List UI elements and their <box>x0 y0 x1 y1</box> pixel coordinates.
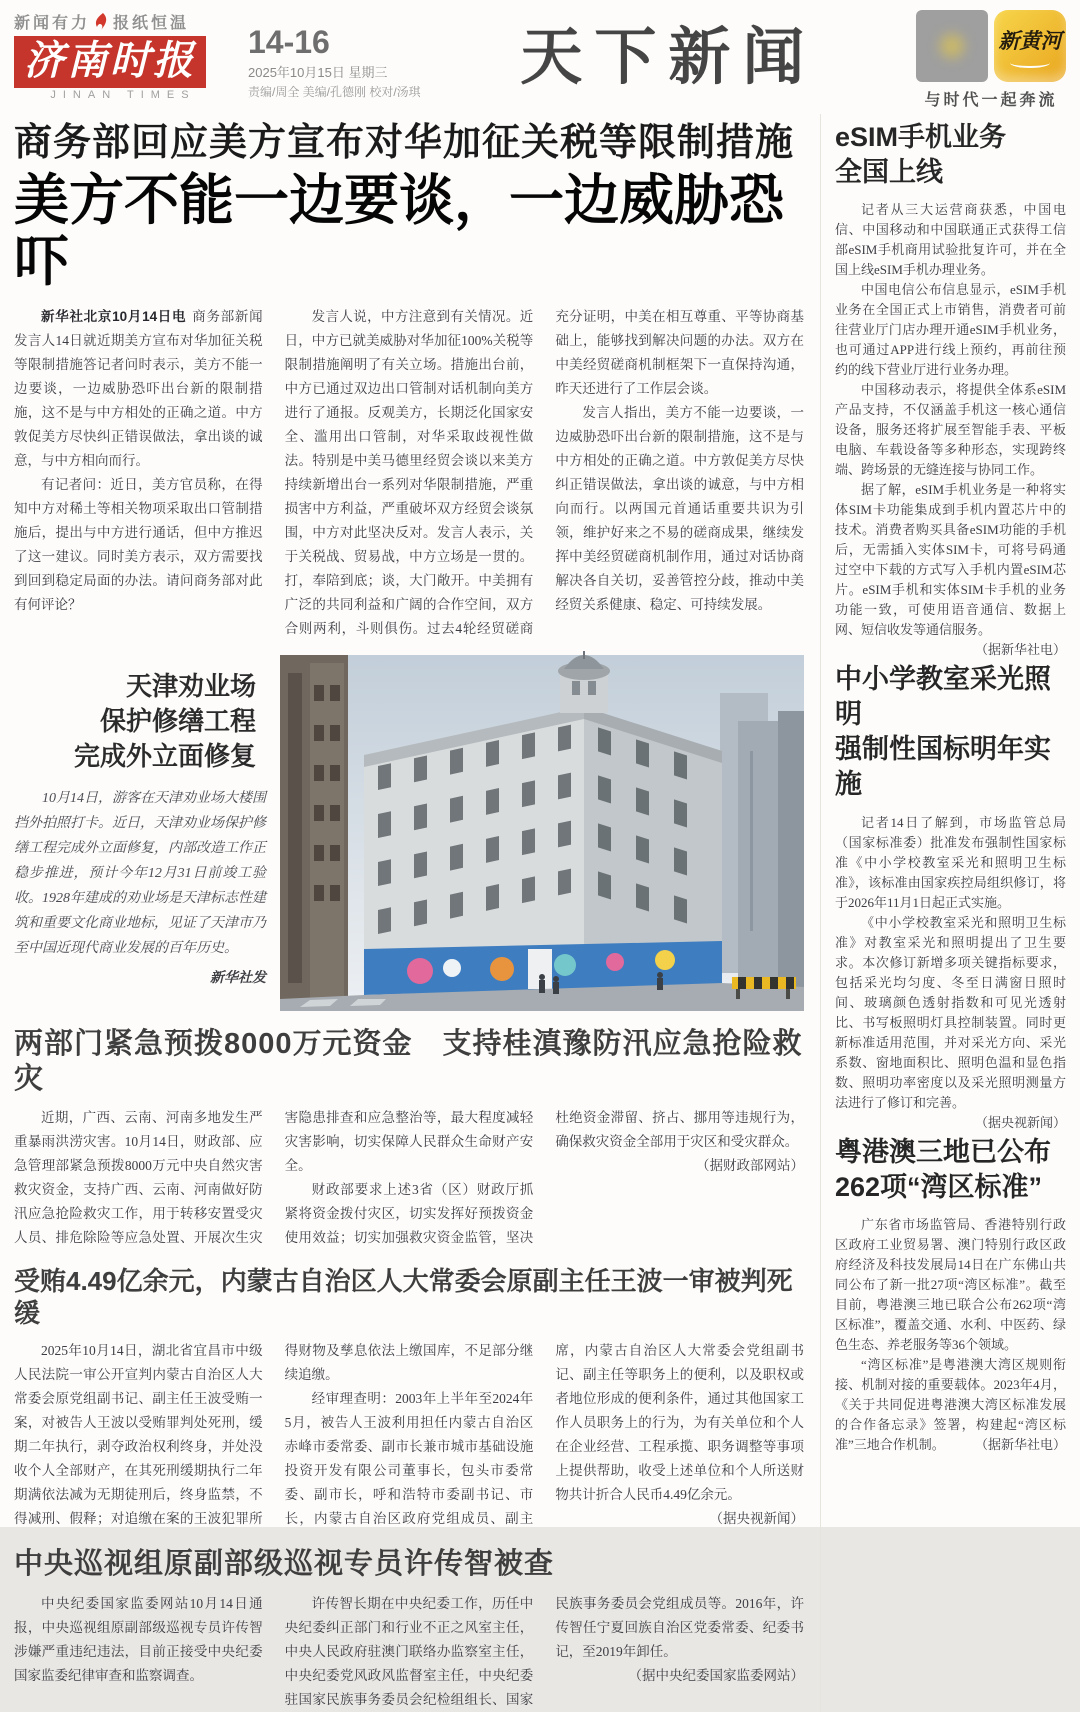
xu-body <box>14 1592 804 1712</box>
bayarea-paragraph: 广东省市场监管局、香港特别行政区政府工业贸易署、澳门特别行政区政府经济及科技发展局14日在广东佛山共同公布了新一批27项“湾区标准”。截至目前，粤港澳三地已联合公布262项“湾区标准”，覆盖交通、水利、中医药、绿色生态、养老服务等36个领域。 <box>835 1216 1066 1352</box>
xu-headline: 中央巡视组原副部级巡视专员许传智被查 <box>14 1547 555 1580</box>
main-column <box>14 114 804 1712</box>
funds-paragraph: 近期，广西、云南、河南多地发生严重暴雨洪涝灾害。10月14日，财政部、应急管理部紧急预拨8000万元中央自然灾害救灾资金，支持广西、云南、河南做好防汛应急抢险救灾工作，用于转移安置受灾人员、排危除险等应急处置、开展次生灾害隐患排查和应急整治等，最大程度减轻灾害影响，切实保障人民群众生命财产安全。 <box>14 1110 534 1246</box>
wangbo-paragraph: 经审理查明：2003年上半年至2024年5月，被告人王波利用担任内蒙古自治区赤峰市委常委、副市长兼市城市基础设施投资开发有限公司董事长，包头市委常委、副市长，呼和浩特市委副书记、市长，内蒙古自治区政府党组成员、副主席，内蒙古自治区人大常委会党组副书记、副主任等职务上的便利，以及职权或者地位形成的便利条件，通过其他国家工作人员职务上的行为，为有关单位和个人在企业经营、工程承揽、职务调整等事项上提供帮助，收受上述单位和个人所送财物共计折合人民币4.49亿余元。 （据央视新闻） <box>285 1339 804 1531</box>
photo-caption <box>14 655 266 1011</box>
xu-paragraph: 许传智长期在中央纪委工作，历任中央纪委纠正部门和行业不正之风室主任，中央人民政府驻澳门联络办监察室主任，中央纪委党风政风监督室主任，中央纪委驻国家民族事务委员会纪检组组长、国家民族事务委员会党组成员等。2016年，许传智任宁夏回族自治区党委常委、纪委书记，至2019年卸任。 <box>284 1595 804 1707</box>
funds-paragraph: 财政部要求上述3省（区）财政厅抓紧将资金拨付灾区，切实发挥好预拨资金使用效益；切实加强救灾资金监管，坚决杜绝资金滞留、挤占、挪用等违规行为，确保救灾资金全部用于灾区和受灾群众。 （据财政部网站） <box>284 1110 804 1246</box>
xinhuanghe-app-icon <box>994 10 1066 82</box>
wangbo-headline: 受贿4.49亿余元，内蒙古自治区人大常委会原副主任王波一审被判死缓 <box>14 1266 793 1328</box>
esim-paragraph: 记者从三大运营商获悉，中国电信、中国移动和中国联通正式获得工信部eSIM手机商用试验批复许可，并在全国上线eSIM手机办理业务。 <box>835 202 1066 278</box>
source-attribution: （据中央纪委国家监委网站） <box>628 1667 804 1683</box>
esim-paragraph: 中国移动表示，将提供全体系eSIM产品支持，不仅涵盖手机这一核心通信设备，服务还将扩展至智能手表、平板电脑、车载设备等多种形态，实现跨终端、跨场景的无缝连接与协同工作。 <box>835 382 1066 478</box>
funds-body <box>14 1106 804 1250</box>
photo-story <box>14 655 804 1011</box>
wangbo-body <box>14 1339 804 1531</box>
lead-paragraph-text: 商务部新闻发言人14日就近期美方宣布对华加征关税等限制措施答记者问时表示，美方不能一边要谈，一边威胁恐吓出台新的限制措施，这不是与中方相处的正确之道。中方敦促美方尽快纠正错误做法，拿出谈的诚意，与中方相向而行。 <box>14 308 263 468</box>
classroom-body <box>835 813 1066 1130</box>
lead-headline: 美方不能一边要谈，一边威胁恐吓 <box>14 168 785 293</box>
article-wangbo <box>14 1266 804 1530</box>
jinan-times-logo-en: JINAN TIMES <box>50 89 196 101</box>
bayarea-headline: 粤港澳三地已公布 262项“湾区标准” <box>835 1136 1051 1202</box>
tagline-right: 报纸恒温 <box>113 15 190 32</box>
esim-headline: eSIM手机业务 全国上线 <box>835 122 1007 188</box>
wangbo-paragraph: 2025年10月14日，湖北省宜昌市中级人民法院一审公开宣判内蒙古自治区人大常委会原党组副书记、副主任王波受贿一案，对被告人王波以受贿罪判处死刑，缓期二年执行，剥夺政治权利终身，并处没收个人全部财产，在其死刑缓期执行二年期满依法减为无期徒刑后，终身监禁，不得减刑、假释；对追缴在案的王波犯罪所得财物及孳息依法上缴国库，不足部分继续追缴。 <box>14 1342 534 1526</box>
tianjin-quanyechang-photo <box>280 655 804 1011</box>
brand-corner <box>916 10 1066 110</box>
source-attribution: （据央视新闻） <box>974 1114 1066 1130</box>
bayarea-paragraph: “湾区标准”是粤港澳大湾区规则衔接、机制对接的重要载体。2023年4月，《关于共同促进粤港澳大湾区标准发展的合作备忘录》签署，构建起“湾区标准”三地合作机制。 （据新华社电） <box>835 1355 1066 1455</box>
funds-headline: 两部门紧急预拨8000万元资金 支持桂滇豫防汛应急抢险救灾 <box>14 1027 803 1095</box>
tagline-left: 新闻有力 <box>14 15 91 32</box>
lead-paragraph: 发言人说，中方注意到有关情况。近日，中方已就美威胁对华加征100%关税等限制措施阐明了有关立场。措施出台前，中方已通过双边出口管制对话机制向美方进行了通报。反观美方，长期泛化国家安全、滥用出口管制，对华采取歧视性做法。特别是中美马德里经贸会谈以来美方持续新增出台一系列对华限制措施，严重损害中方利益，严重破坏双方经贸会谈氛围，中方对此坚决反对。发言人表示，关于关税战、贸易战，中方立场是一贯的。打，奉陪到底；谈，大门敞开。中美拥有广泛的共同利益和广阔的合作空间，双方合则两利，斗则俱伤。过去4轮经贸磋商充分证明，中美在相互尊重、平等协商基础上，能够找到解决问题的办法。双方在中美经贸磋商机制框架下一直保持沟通，昨天还进行了工作层会谈。 <box>284 308 804 636</box>
classroom-headline: 中小学教室采光照明 强制性国标明年实施 <box>835 664 1051 800</box>
photo-credit: 新华社发 <box>210 971 266 987</box>
bayarea-body <box>835 1215 1066 1455</box>
article-classroom <box>835 662 1066 1130</box>
source-attribution: （据新华社电） <box>974 1436 1066 1452</box>
classroom-paragraph: 《中小学校教室采光和照明卫生标准》对教室采光和照明提出了卫生要求。本次修订新增多项关键指标要求，包括采光均匀度、冬至日满窗日照时间、玻璃颜色透射指数和可见光透射比、书写板照明灯具控制装置。同时更新标准适用范围，并对采光方向、采光系数、窗地面积比、照明色温和显色指数、照明功率密度以及采光照明测量方法进行了修订和完善。 （据央视新闻） <box>835 913 1066 1113</box>
paper-tagline <box>14 10 232 33</box>
lead-paragraph: 发言人指出，美方不能一边要谈，一边威胁恐吓出台新的限制措施，这不是与中方相处的正确之道。中方敦促美方尽快纠正错误做法，拿出谈的诚意，与中方相向而行。以两国元首通话重要共识为引领，维护好来之不易的磋商成果，继续发挥中美经贸磋商机制作用，通过对话协商解决各自关切，妥善管控分歧，推动中美经贸关系健康、稳定、可持续发展。 <box>555 404 804 612</box>
source-attribution: （据央视新闻） <box>709 1510 804 1526</box>
esim-paragraph: 据了解，eSIM手机业务是一种将实体SIM卡功能集成到手机内置芯片中的技术。消费者购买具备eSIM功能的手机后，无需插入实体SIM卡，可将号码通过空中下载的方式写入手机内置eSIM芯片。eSIM手机和实体SIM卡手机的业务功能一致，可使用语音通信、数据上网、短信收发等通信服务。 （据新华社电） <box>835 480 1066 640</box>
lead-kicker: 商务部回应美方宣布对华加征关税等限制措施 <box>14 122 795 164</box>
masthead <box>14 0 1066 114</box>
photo-caption-text: 10月14日，游客在天津劝业场大楼围挡外拍照打卡。近日，天津劝业场保护修缮工程完成外立面修复，内部改造工作正稳步推进，预计今年12月31日前竣工验收。1928年建成的劝业场是天津标志性建筑和重要文化商业地标，见证了天津市乃至中国近现代商业发展的百年历史。 <box>14 791 266 957</box>
article-funds <box>14 1027 804 1251</box>
esim-body <box>835 200 1066 658</box>
editors-line: 责编/周全 美编/孔德刚 校对/汤琪 <box>248 85 421 99</box>
article-xu <box>14 1547 804 1712</box>
photo-title: 天津劝业场 保护修缮工程 完成外立面修复 <box>73 670 256 772</box>
esim-paragraph: 中国电信公布信息显示，eSIM手机业务在全国正式上市销售，消费者可前往营业厅门店办理开通eSIM手机业务，也可通过APP进行线上预约，再前往预约的线下营业厅进行业务办理。 <box>835 282 1066 378</box>
classroom-paragraph: 记者14日了解到，市场监管总局（国家标准委）批准发布强制性国家标准《中小学校教室采光和照明卫生标准》，该标准由国家疾控局组织修订，将于2026年11月1日起正式实施。 <box>835 814 1066 910</box>
issue-meta <box>248 10 421 100</box>
page-range: 14-16 <box>248 24 330 60</box>
sidebar-column <box>820 114 1066 1712</box>
lead-paragraph <box>14 305 263 473</box>
issue-date: 2025年10月15日 星期三 <box>248 65 388 80</box>
qr-code <box>916 10 988 82</box>
app-icon-label: 新黄河 <box>998 28 1062 53</box>
flame-icon <box>95 13 108 31</box>
dateline: 新华社北京10月14日电 <box>41 308 187 324</box>
brand-slogan: 与时代一起奔流 <box>924 92 1058 109</box>
lead-body <box>14 305 804 641</box>
source-attribution: （据财政部网站） <box>695 1158 804 1174</box>
article-lead <box>14 122 804 641</box>
article-bayarea <box>835 1135 1066 1455</box>
paper-brand <box>14 10 232 101</box>
jinan-times-logo: 济南时报 <box>14 36 206 88</box>
article-esim <box>835 120 1066 658</box>
source-attribution: （据新华社电） <box>974 642 1066 658</box>
lead-paragraph: 有记者问：近日，美方官员称，在得知中方对稀土等相关物项采取出口管制措施后，提出与中方进行通话，但中方推迟了这一建议。同时美方表示，双方需要找到回到稳定局面的办法。请问商务部对此有何评论？ <box>14 476 263 612</box>
section-title: 天下新闻 <box>520 23 817 92</box>
wave-glyph <box>1010 58 1050 68</box>
xu-paragraph: 中央纪委国家监委网站10月14日通报，中央巡视组原副部级巡视专员许传智涉嫌严重违纪违法，目前正接受中央纪委国家监委纪律审查和监察调查。 <box>14 1595 263 1683</box>
